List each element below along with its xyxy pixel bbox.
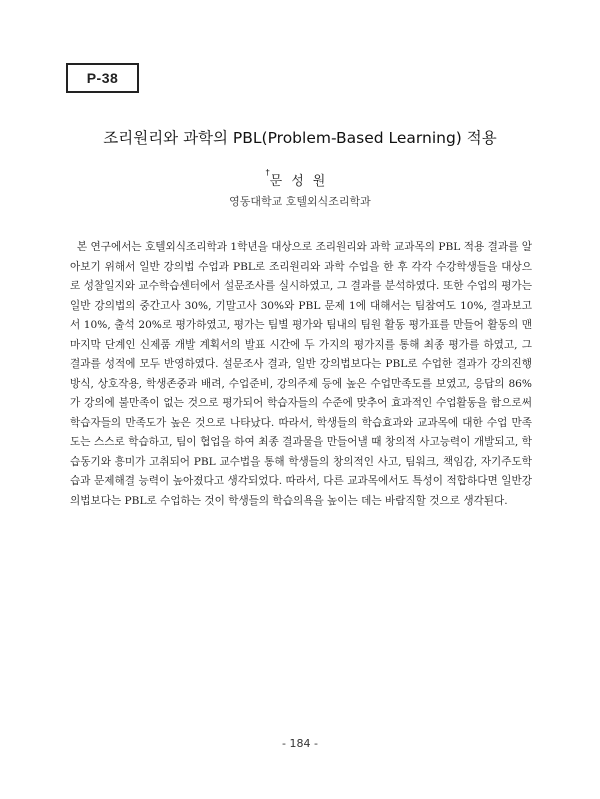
paper-title: 조리원리와 과학의 PBL(Problem-Based Learning) 적용 <box>103 129 497 147</box>
poster-id-label: P-38 <box>86 70 119 86</box>
author-affiliation: 영동대학교 호텔외식조리학과 <box>229 195 371 208</box>
author-name: 문성원 <box>269 174 335 189</box>
abstract-body: 본 연구에서는 호텔외식조리학과 1학년을 대상으로 조리원리와 과학 교과목의 PBL 적용 결과를 알아보기 위해서 일반 강의법 수업과 PBL로 조리원리와 과학 수업을 한 후 각각 수강학생들을 대상으로 성찰일지와 교수학습센터에서 설문조사를 실시하였고, 그 결과를 분석하였다. 또한 수업의 평가는 일반 강의법의 중간고사 30%, 기말고사 30%와 PBL 문제 1에 대해서는 팀참여도 10%, 결과보고서 10%, 출석 20%로 평가하였고, 평가는 팀별 평가와 팀내의 팀원 활동 평가표를 만들어 활동의 맨 마지막 단계인 신제품 개발 계획서의 발표 시간에 두 가지의 평가지를 통해 최종 평가를 하였고, 그 결과를 성적에 모두 반영하였다. 설문조사 결과, 일반 강의법보다는 PBL로 수업한 결과가 강의진행방식, 상호작용, 학생존중과 배려, 수업준비, 강의주제 등에 높은 수업만족도를 보였고, 응답의 86%가 강의에 불만족이 없는 것으로 평가되어 학습자들의 수준에 맞추어 효과적인 수업활동을 함으로써 학습자들의 만족도가 높은 것으로 나타났다. 따라서, 학생들의 학습효과와 교과목에 대한 수업 만족도는 스스로 학습하고, 팀이 협업을 하여 최종 결과물을 만들어낼 때 창의적 사고능력이 개발되고, 학습동기와 흥미가 고취되어 PBL 교수법을 통해 학생들의 창의적인 사고, 팀워크, 책임감, 자기주도학습과 문제해결 능력이 높아졌다고 생각되었다. 따라서, 다른 교과목에서도 특성이 적합하다면 일반강의법보다는 PBL로 수업하는 것이 학생들의 학습의욕을 높이는 데는 바람직할 것으로 생각된다. <box>70 241 536 507</box>
page-number: - 184 - <box>282 737 318 750</box>
poster-id-badge <box>66 63 139 93</box>
author-line <box>0 170 600 189</box>
corresponding-author-mark: † <box>265 168 270 177</box>
